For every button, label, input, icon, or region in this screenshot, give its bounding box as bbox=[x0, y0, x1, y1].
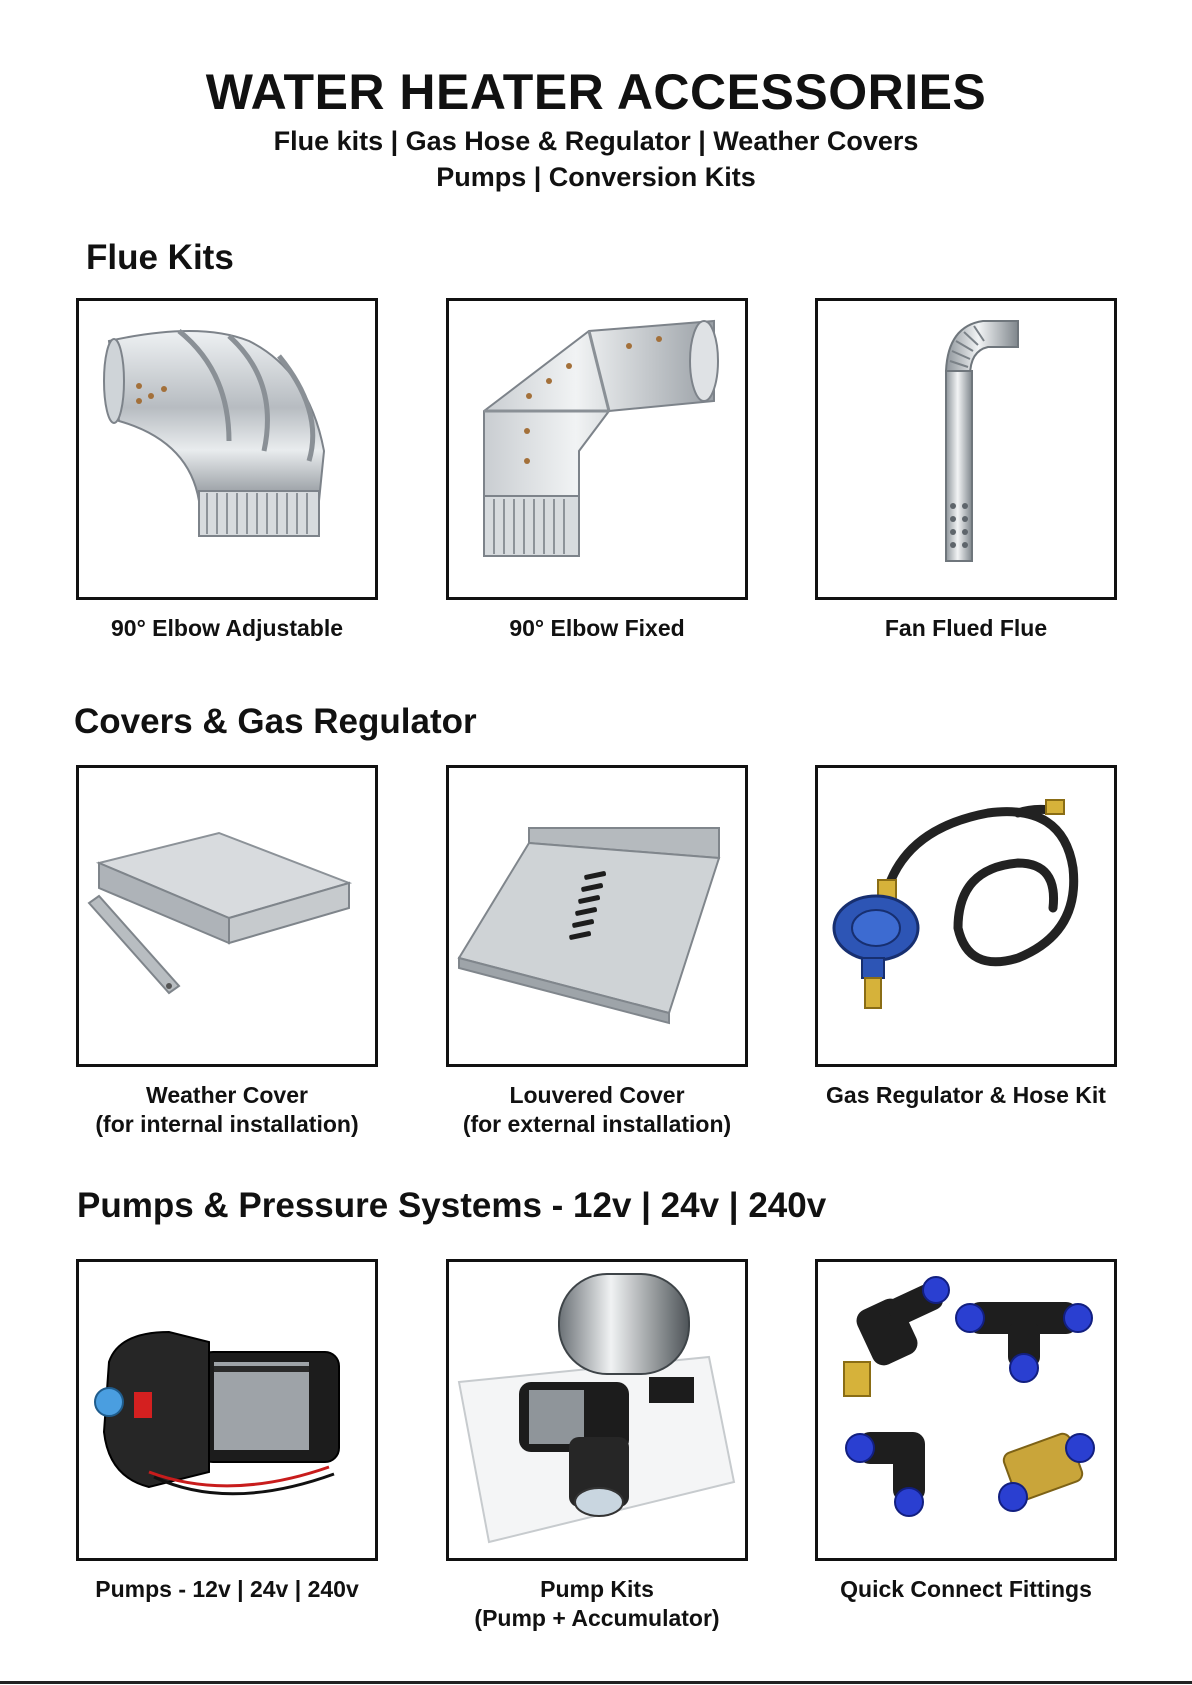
product-image-frame bbox=[815, 298, 1117, 600]
page-header bbox=[0, 62, 1192, 194]
product-image-frame bbox=[76, 765, 378, 1067]
product-caption bbox=[76, 614, 378, 643]
weather-cover-icon bbox=[79, 768, 375, 1064]
product-name: Gas Regulator & Hose Kit bbox=[826, 1082, 1106, 1108]
product-name-detail: (Pump + Accumulator) bbox=[474, 1605, 720, 1631]
product-caption bbox=[76, 1081, 378, 1139]
fan-flued-flue-icon bbox=[818, 301, 1114, 597]
product-image-frame bbox=[446, 765, 748, 1067]
quick-connect-fittings-icon bbox=[818, 1262, 1114, 1558]
product-image-frame bbox=[76, 298, 378, 600]
page-subtitle-line-1: Flue kits | Gas Hose & Regulator | Weather Covers bbox=[273, 126, 919, 156]
louvered-cover-icon bbox=[449, 768, 745, 1064]
page-title: WATER HEATER ACCESSORIES bbox=[205, 64, 987, 120]
product-card-louvered-cover bbox=[446, 765, 748, 1139]
product-caption bbox=[815, 614, 1117, 643]
product-card-elbow-fixed bbox=[446, 298, 748, 643]
product-name: 90° Elbow Fixed bbox=[509, 615, 685, 641]
product-card-gas-regulator-hose-kit bbox=[815, 765, 1117, 1110]
page-subtitle-line-2: Pumps | Conversion Kits bbox=[436, 162, 756, 192]
product-name: Weather Cover bbox=[146, 1082, 308, 1108]
pump-kit-icon bbox=[449, 1262, 745, 1558]
product-caption bbox=[76, 1575, 378, 1604]
adjustable-elbow-flue-icon bbox=[79, 301, 375, 597]
product-caption bbox=[815, 1575, 1117, 1604]
product-name: Quick Connect Fittings bbox=[840, 1576, 1092, 1602]
product-card-fan-flued-flue bbox=[815, 298, 1117, 643]
product-caption bbox=[446, 1575, 748, 1633]
section-heading-covers-gas-regulator: Covers & Gas Regulator bbox=[74, 702, 477, 741]
product-card-elbow-adjustable bbox=[76, 298, 378, 643]
product-card-pumps bbox=[76, 1259, 378, 1604]
product-image-frame bbox=[815, 765, 1117, 1067]
product-name: Louvered Cover bbox=[509, 1082, 685, 1108]
product-caption bbox=[446, 1081, 748, 1139]
product-name: Fan Flued Flue bbox=[884, 615, 1048, 641]
product-card-pump-kits bbox=[446, 1259, 748, 1633]
product-image-frame bbox=[446, 298, 748, 600]
product-name: Pumps - 12v | 24v | 240v bbox=[95, 1576, 359, 1602]
bottom-divider bbox=[0, 1681, 1192, 1684]
product-caption bbox=[815, 1081, 1117, 1110]
product-card-quick-connect-fittings bbox=[815, 1259, 1117, 1604]
product-image-frame bbox=[446, 1259, 748, 1561]
section-heading-pumps-pressure-systems: Pumps & Pressure Systems - 12v | 24v | 240v bbox=[77, 1186, 827, 1225]
product-name: Pump Kits bbox=[540, 1576, 654, 1602]
water-pump-icon bbox=[79, 1262, 375, 1558]
product-caption bbox=[446, 614, 748, 643]
product-image-frame bbox=[815, 1259, 1117, 1561]
fixed-elbow-flue-icon bbox=[449, 301, 745, 597]
product-name-detail: (for external installation) bbox=[462, 1111, 732, 1137]
product-image-frame bbox=[76, 1259, 378, 1561]
gas-regulator-hose-icon bbox=[818, 768, 1114, 1064]
product-name-detail: (for internal installation) bbox=[95, 1111, 359, 1137]
product-card-weather-cover bbox=[76, 765, 378, 1139]
section-heading-flue-kits: Flue Kits bbox=[86, 238, 234, 277]
product-name: 90° Elbow Adjustable bbox=[111, 615, 343, 641]
